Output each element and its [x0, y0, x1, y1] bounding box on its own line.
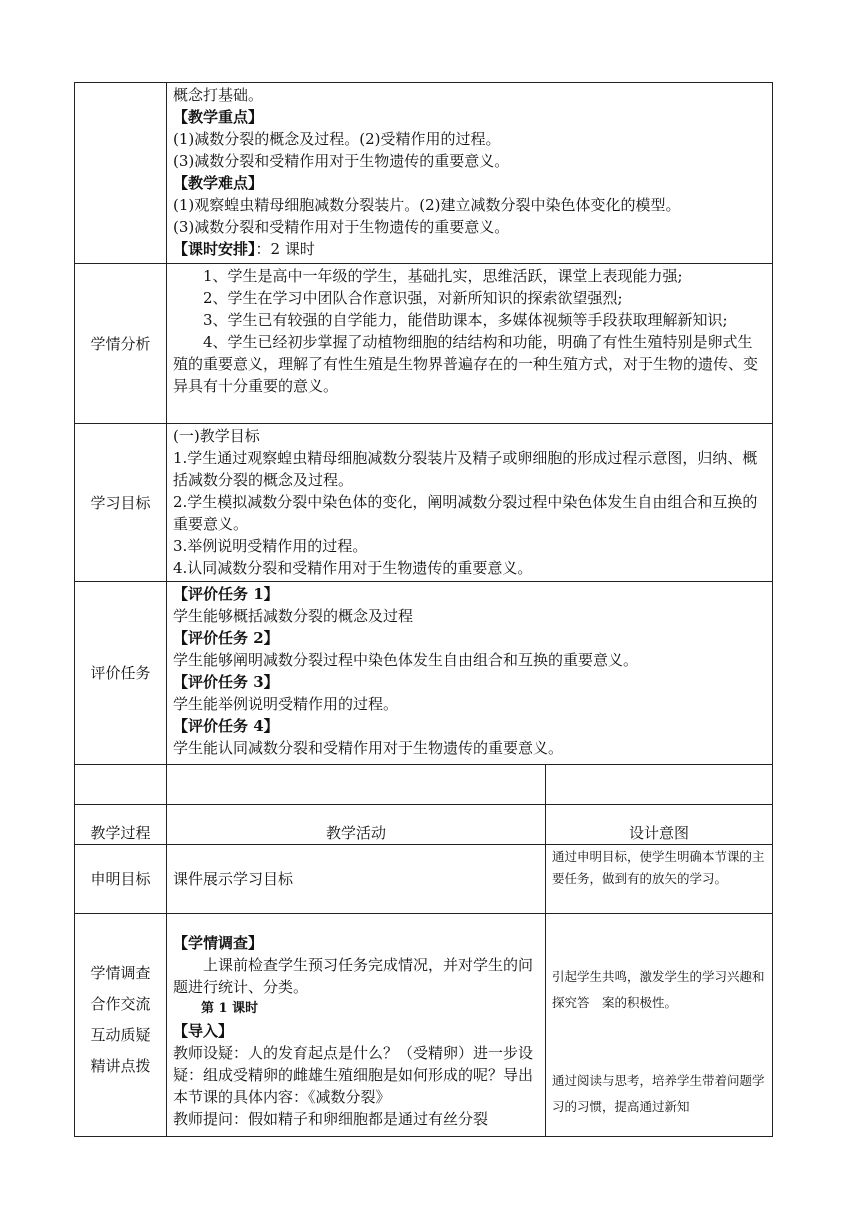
student-analysis-row — [75, 264, 773, 424]
activity-col-header: 教学活动 — [167, 805, 546, 845]
goal-item: 3.举例说明受精作用的过程。 — [173, 537, 368, 555]
focus-heading: 【教学重点】 — [173, 108, 264, 126]
process-col-header: 教学过程 — [75, 805, 167, 845]
goal-statement-label: 申明目标 — [75, 845, 167, 914]
lesson-plan-page — [74, 82, 772, 1137]
eval-task-text: 学生能举例说明受精作用的过程。 — [173, 695, 399, 713]
analysis-item: 3、学生已有较强的自学能力，能借助课本，多媒体视频等手段获取理解新知识; — [203, 311, 728, 329]
difficulty-heading: 【教学难点】 — [173, 174, 264, 192]
intent-col-header: 设计意图 — [546, 805, 773, 845]
survey-labels-cell — [75, 914, 167, 1137]
difficulty-item: (1)观察蝗虫精母细胞减数分裂装片。(2)建立减数分裂中染色体变化的模型。 — [173, 196, 681, 214]
goal-item: 2.学生模拟减数分裂中染色体的变化，阐明减数分裂过程中染色体发生自由组合和互换的重要意义。 — [173, 493, 758, 533]
focus-item: (3)减数分裂和受精作用对于生物遗传的重要意义。 — [173, 152, 510, 170]
empty-row — [75, 765, 773, 805]
evaluation-label: 评价任务 — [75, 582, 167, 765]
process-header-row — [75, 805, 773, 845]
eval-task-text: 学生能够阐明减数分裂过程中染色体发生自由组合和互换的重要意义。 — [173, 651, 639, 669]
stage-label: 互动质疑 — [90, 1026, 151, 1044]
survey-activity-cell — [167, 914, 546, 1137]
difficulty-item: (3)减数分裂和受精作用对于生物遗传的重要意义。 — [173, 218, 510, 236]
analysis-item: 1、学生是高中一年级的学生，基础扎实，思维活跃，课堂上表现能力强; — [203, 267, 683, 285]
learning-goals-cell — [167, 424, 773, 582]
schedule-line — [173, 238, 766, 260]
goals-heading: (一)教学目标 — [173, 427, 260, 445]
empty-cell — [75, 765, 167, 805]
goal-item: 1.学生通过观察蝗虫精母细胞减数分裂装片及精子或卵细胞的形成过程示意图，归纳、概括减数分裂的概念及过程。 — [173, 449, 758, 489]
survey-text: 上课前检查学生预习任务完成情况，并对学生的问题进行统计、分类。 — [173, 956, 534, 996]
intent-text: 通过阅读与思考，培养学生带着问题学习的习惯，提高通过新知 — [552, 1073, 765, 1114]
survey-heading: 【学情调查】 — [173, 934, 264, 952]
goal-activity: 课件展示学习目标 — [167, 845, 546, 914]
learning-goals-label: 学习目标 — [75, 424, 167, 582]
goal-statement-row — [75, 845, 773, 914]
student-analysis-label: 学情分析 — [75, 264, 167, 424]
learning-goals-row — [75, 424, 773, 582]
key-points-row — [75, 83, 773, 264]
lesson-plan-table — [74, 82, 773, 1137]
focus-item: (1)减数分裂的概念及过程。(2)受精作用的过程。 — [173, 130, 501, 148]
analysis-item: 4、学生已经初步掌握了动植物细胞的结结构和功能，明确了有性生殖特别是卵式生殖的重要意义，理解了有性生殖是生物界普遍存在的一种生殖方式，对于生物的遗传、变异具有十分重要的意义。 — [173, 333, 759, 395]
goal-intent: 通过申明目标，使学生明确本节课的主要任务，做到有的放矢的学习。 — [546, 845, 773, 914]
eval-task-title: 【评价任务 3】 — [173, 673, 279, 691]
student-analysis-cell — [167, 264, 773, 424]
survey-row — [75, 914, 773, 1137]
goal-item: 4.认同减数分裂和受精作用对于生物遗传的重要意义。 — [173, 559, 533, 577]
intro-text: 教师设疑：人的发育起点是什么？（受精卵）进一步设疑：组成受精卵的雌雄生殖细胞是如何形成的呢？导出本节课的具体内容：《减数分裂》 — [173, 1044, 534, 1106]
stage-label: 精讲点拨 — [90, 1057, 151, 1075]
empty-cell — [167, 765, 546, 805]
eval-task-title: 【评价任务 1】 — [173, 585, 279, 603]
intent-text: 引起学生共鸣，激发学生的学习兴趣和探究答 案的积极性。 — [552, 969, 765, 1010]
eval-task-text: 学生能够概括减数分裂的概念及过程 — [173, 607, 414, 625]
intro-heading: 【导入】 — [173, 1022, 234, 1040]
lesson-number: 第 1 课时 — [201, 1001, 259, 1016]
evaluation-cell — [167, 582, 773, 765]
schedule-value: ：2 课时 — [255, 240, 315, 258]
survey-intent-cell — [546, 914, 773, 1137]
eval-task-title: 【评价任务 4】 — [173, 717, 279, 735]
teacher-question: 教师提问：假如精子和卵细胞都是通过有丝分裂 — [173, 1110, 489, 1128]
stage-label: 合作交流 — [90, 995, 151, 1013]
eval-task-text: 学生能认同减数分裂和受精作用对于生物遗传的重要意义。 — [173, 739, 564, 757]
eval-task-title: 【评价任务 2】 — [173, 629, 279, 647]
stage-label: 学情调查 — [90, 964, 151, 982]
empty-label-cell — [75, 83, 167, 264]
empty-cell — [546, 765, 773, 805]
schedule-label: 【课时安排】 — [173, 240, 256, 258]
intro-line: 概念打基础。 — [173, 86, 264, 104]
analysis-item: 2、学生在学习中团队合作意识强，对新所知识的探索欲望强烈; — [203, 289, 623, 307]
key-points-cell — [167, 83, 773, 264]
evaluation-row — [75, 582, 773, 765]
spacer — [552, 1016, 766, 1068]
